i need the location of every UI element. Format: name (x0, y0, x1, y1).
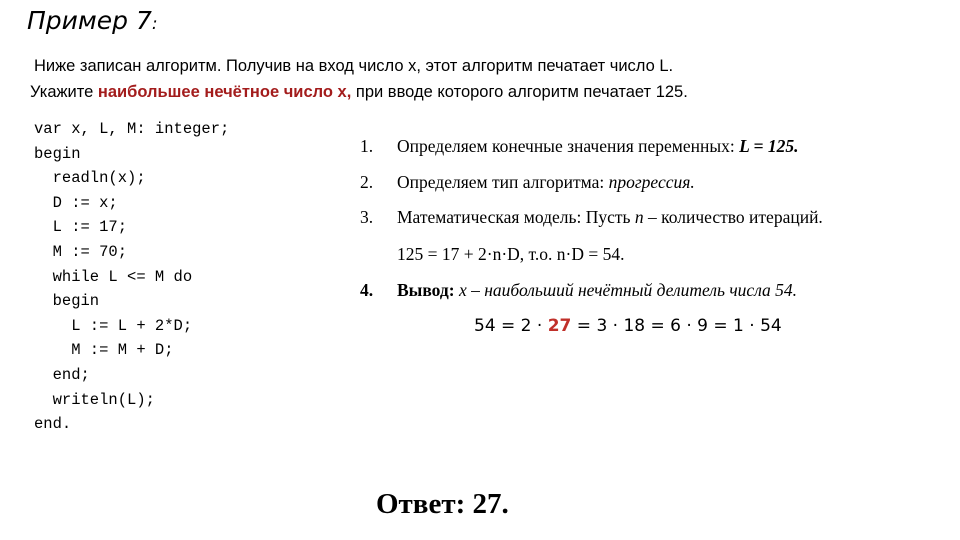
equation-highlight: 27 (547, 316, 572, 336)
step-number: 2. (360, 172, 374, 192)
code-line: end. (34, 415, 72, 434)
solution-step-1 (360, 136, 799, 157)
step-label: Вывод: (397, 280, 455, 300)
step-text: Определяем тип алгоритма: (397, 172, 605, 192)
step-text-rest: – количество итераций. (643, 207, 823, 227)
step-number: 3. (360, 207, 374, 227)
statement-line-1: Ниже записан алгоритм. Получив на вход число x, этот алгоритм печатает число L. (34, 57, 674, 75)
step-text: Определяем конечные значения переменных: (397, 136, 735, 156)
code-line: begin (34, 144, 81, 163)
code-line: M := M + D; (34, 341, 174, 360)
code-line: L := 17; (34, 218, 128, 237)
step-text: Математическая модель: Пусть (397, 207, 635, 227)
code-line: M := 70; (34, 242, 128, 261)
title-colon: : (151, 14, 158, 34)
step-number: 1. (360, 136, 374, 156)
statement-line-2 (30, 79, 930, 105)
code-listing (34, 117, 229, 437)
step-value: L = 125. (739, 136, 799, 156)
code-line: writeln(L); (34, 390, 155, 409)
solution-step-4 (360, 280, 797, 301)
code-line: while L <= M do (34, 267, 193, 286)
answer: Ответ: 27. (376, 488, 509, 520)
code-line: L := L + 2*D; (34, 316, 193, 335)
step-value: прогрессия. (608, 172, 695, 192)
step-conclusion: x – наибольший нечётный делитель числа 54. (454, 280, 798, 300)
equation-right: = 3 · 18 = 6 · 9 = 1 · 54 (571, 316, 782, 336)
title-text: Пример 7 (27, 6, 152, 35)
statement-highlight: наибольшее нечётное число x, (97, 83, 352, 101)
code-line: var x, L, M: integer; (34, 120, 230, 138)
step-variable: n (634, 207, 644, 227)
code-line: begin (34, 292, 100, 311)
solution-step-2 (360, 172, 695, 193)
code-line: readln(x); (34, 169, 146, 188)
math-model-formula: 125 = 17 + 2·n·D, т.о. n·D = 54. (397, 244, 625, 264)
problem-statement (30, 53, 930, 105)
divisor-equation (474, 316, 782, 336)
code-line: end; (34, 365, 90, 384)
statement-suffix: при вводе которого алгоритм печатает 125. (351, 83, 688, 101)
solution-step-3 (360, 207, 823, 228)
page-title (27, 6, 158, 35)
statement-prefix: Укажите (30, 83, 98, 101)
equation-left: 54 = 2 · (474, 316, 548, 336)
step-number: 4. (360, 280, 374, 300)
code-line: D := x; (34, 193, 118, 212)
